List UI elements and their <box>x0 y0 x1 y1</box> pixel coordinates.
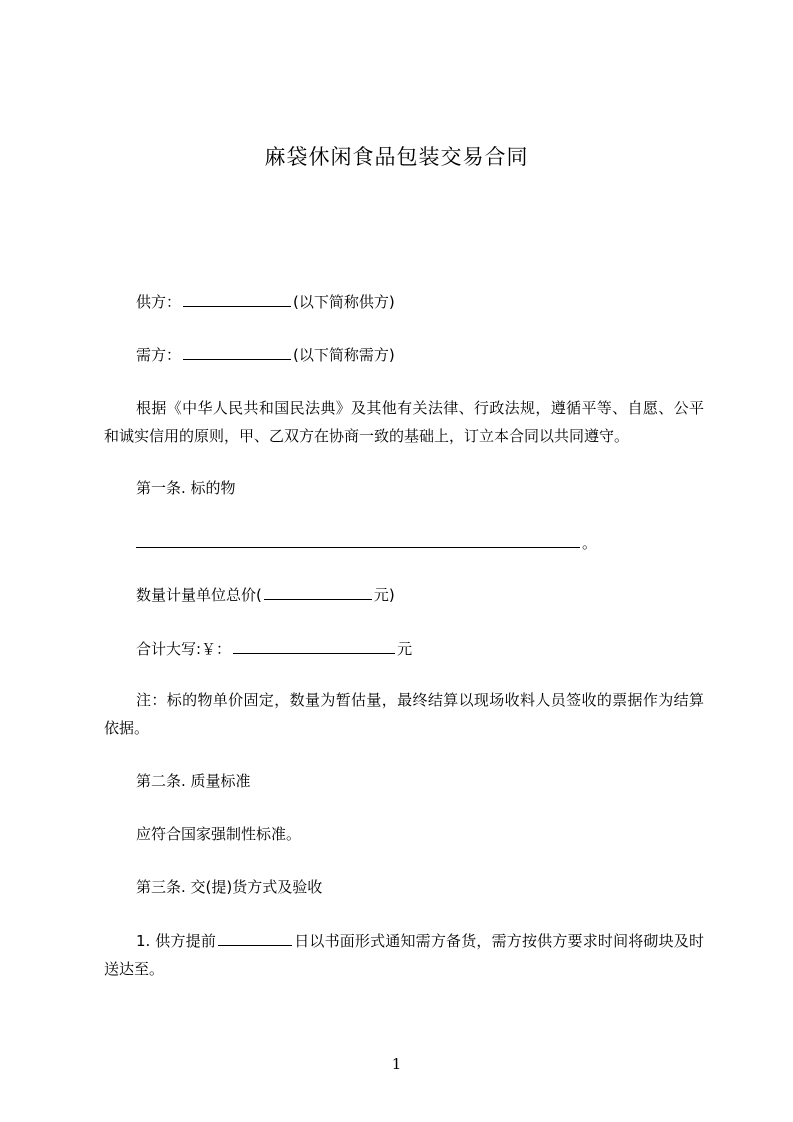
item1-prefix: 1. 供方提前 <box>136 932 217 950</box>
supplier-suffix: (以下简称供方) <box>293 293 395 311</box>
supplier-line <box>136 291 395 312</box>
supplier-blank <box>183 291 291 307</box>
buyer-blank <box>183 344 291 360</box>
quantity-line <box>136 584 395 605</box>
buyer-line <box>136 344 395 365</box>
article1-blank-line <box>136 532 597 553</box>
buyer-suffix: (以下简称需方) <box>293 346 395 364</box>
article1-blank <box>136 532 580 548</box>
quantity-suffix: 元) <box>373 586 395 604</box>
note-paragraph: 注：标的物单价固定，数量为暂估量，最终结算以现场收料人员签收的票据作为结算依据。 <box>104 691 704 737</box>
quantity-prefix: 数量计量单位总价( <box>136 586 262 604</box>
item1-suffix: 日以书面形式通知需方备货，需方按供方要求时间将砌块及时送达至。 <box>104 932 704 978</box>
item1-blank <box>218 930 292 946</box>
buyer-label: 需方： <box>136 346 182 364</box>
quantity-blank <box>264 584 372 600</box>
article2-text: 应符合国家强制性标准。 <box>136 825 302 843</box>
article1-line-end: 。 <box>582 534 598 552</box>
preamble-paragraph: 根据《中华人民共和国民法典》及其他有关法律、行政法规，遵循平等、自愿、公平和诚实信用的原则，甲、乙双方在协商一致的基础上，订立本合同以共同遵守。 <box>104 399 704 445</box>
total-prefix: 合计大写:￥： <box>136 640 232 658</box>
total-blank <box>233 638 395 654</box>
total-line <box>136 638 412 659</box>
article1-heading: 第一条. 标的物 <box>136 479 236 497</box>
article3-heading: 第三条. 交(提)货方式及验收 <box>136 878 323 896</box>
total-suffix: 元 <box>397 640 413 658</box>
item1-paragraph <box>104 927 704 983</box>
article2-heading: 第二条. 质量标准 <box>136 772 251 790</box>
document-title: 麻袋休闲食品包装交易合同 <box>264 145 529 169</box>
supplier-label: 供方： <box>136 293 182 311</box>
page-number: 1 <box>391 1055 402 1073</box>
